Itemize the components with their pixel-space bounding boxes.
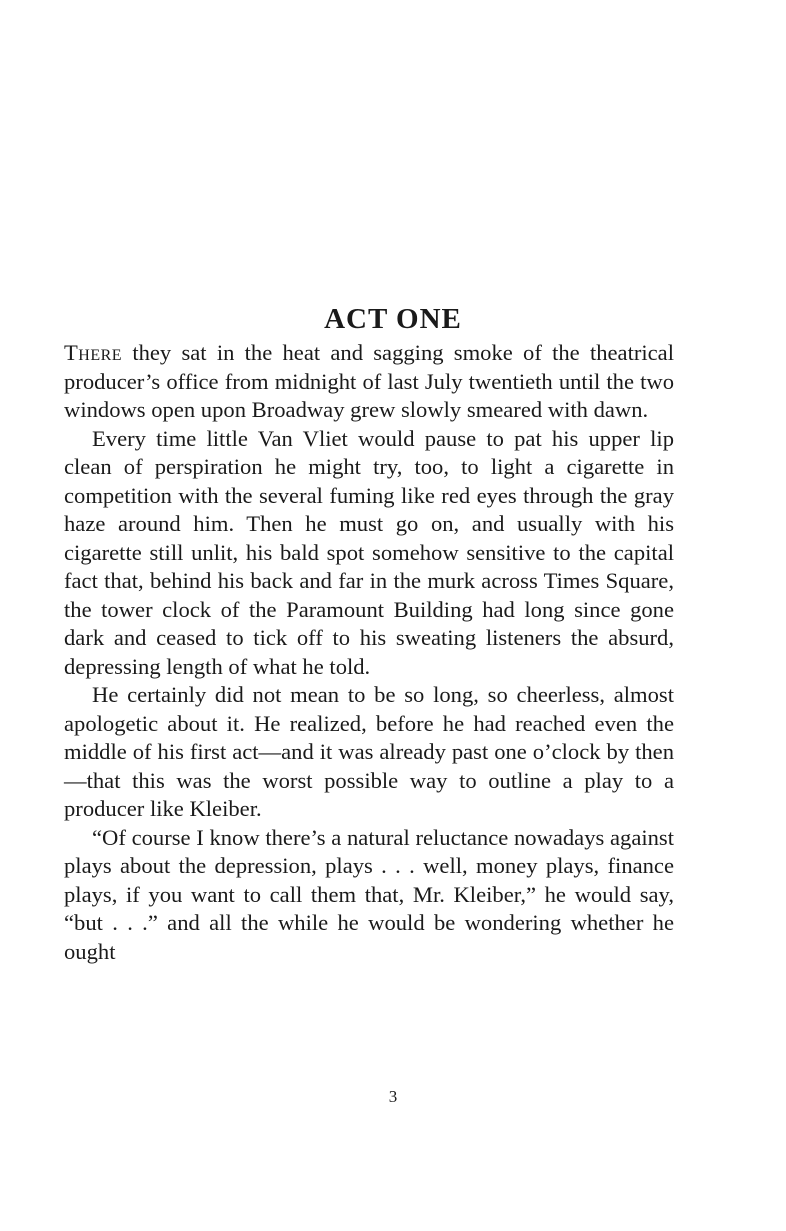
lead-word: There	[64, 340, 123, 365]
page-number: 3	[388, 1087, 398, 1106]
paragraph	[64, 425, 674, 682]
paragraph-text: they sat in the heat and sagging smoke of the theatrical producer’s office from midnight of last July twentieth until the two windows open upon Broadway grew slowly smeared with dawn.	[64, 340, 674, 422]
paragraph	[64, 339, 674, 425]
paragraph	[64, 824, 674, 967]
paragraph	[64, 681, 674, 824]
paragraph-text: Every time little Van Vliet would pause to pat his upper lip clean of perspiration he might try, too, to light a cigarette in competition with the several fuming like red eyes through the gray haze around him. Then he must go on, and usually with his cigarette still unlit, his bald spot somehow sensitive to the capital fact that, behind his back and far in the murk across Times Square, the tower clock of the Paramount Building had long since gone dark and ceased to tick off to his sweating listeners the absurd, depressing length of what he told.	[64, 425, 674, 679]
paragraph-text: He certainly did not mean to be so long, so cheerless, almost apologetic about it. He realized, before he had reached even the middle of his first act—and it was already past one o’clock by then—that this was the worst possible way to outline a play to a producer like Kleiber.	[64, 682, 674, 821]
paragraph-text: “Of course I know there’s a natural reluctance nowadays against plays about the depression, plays . . . well, money plays, finance plays, if you want to call them that, Mr. Kleiber,” he would say, “but . . .” and all the while he would be wondering whether he ought	[64, 824, 674, 964]
body-text	[64, 339, 674, 966]
chapter-title: ACT ONE	[324, 303, 462, 336]
